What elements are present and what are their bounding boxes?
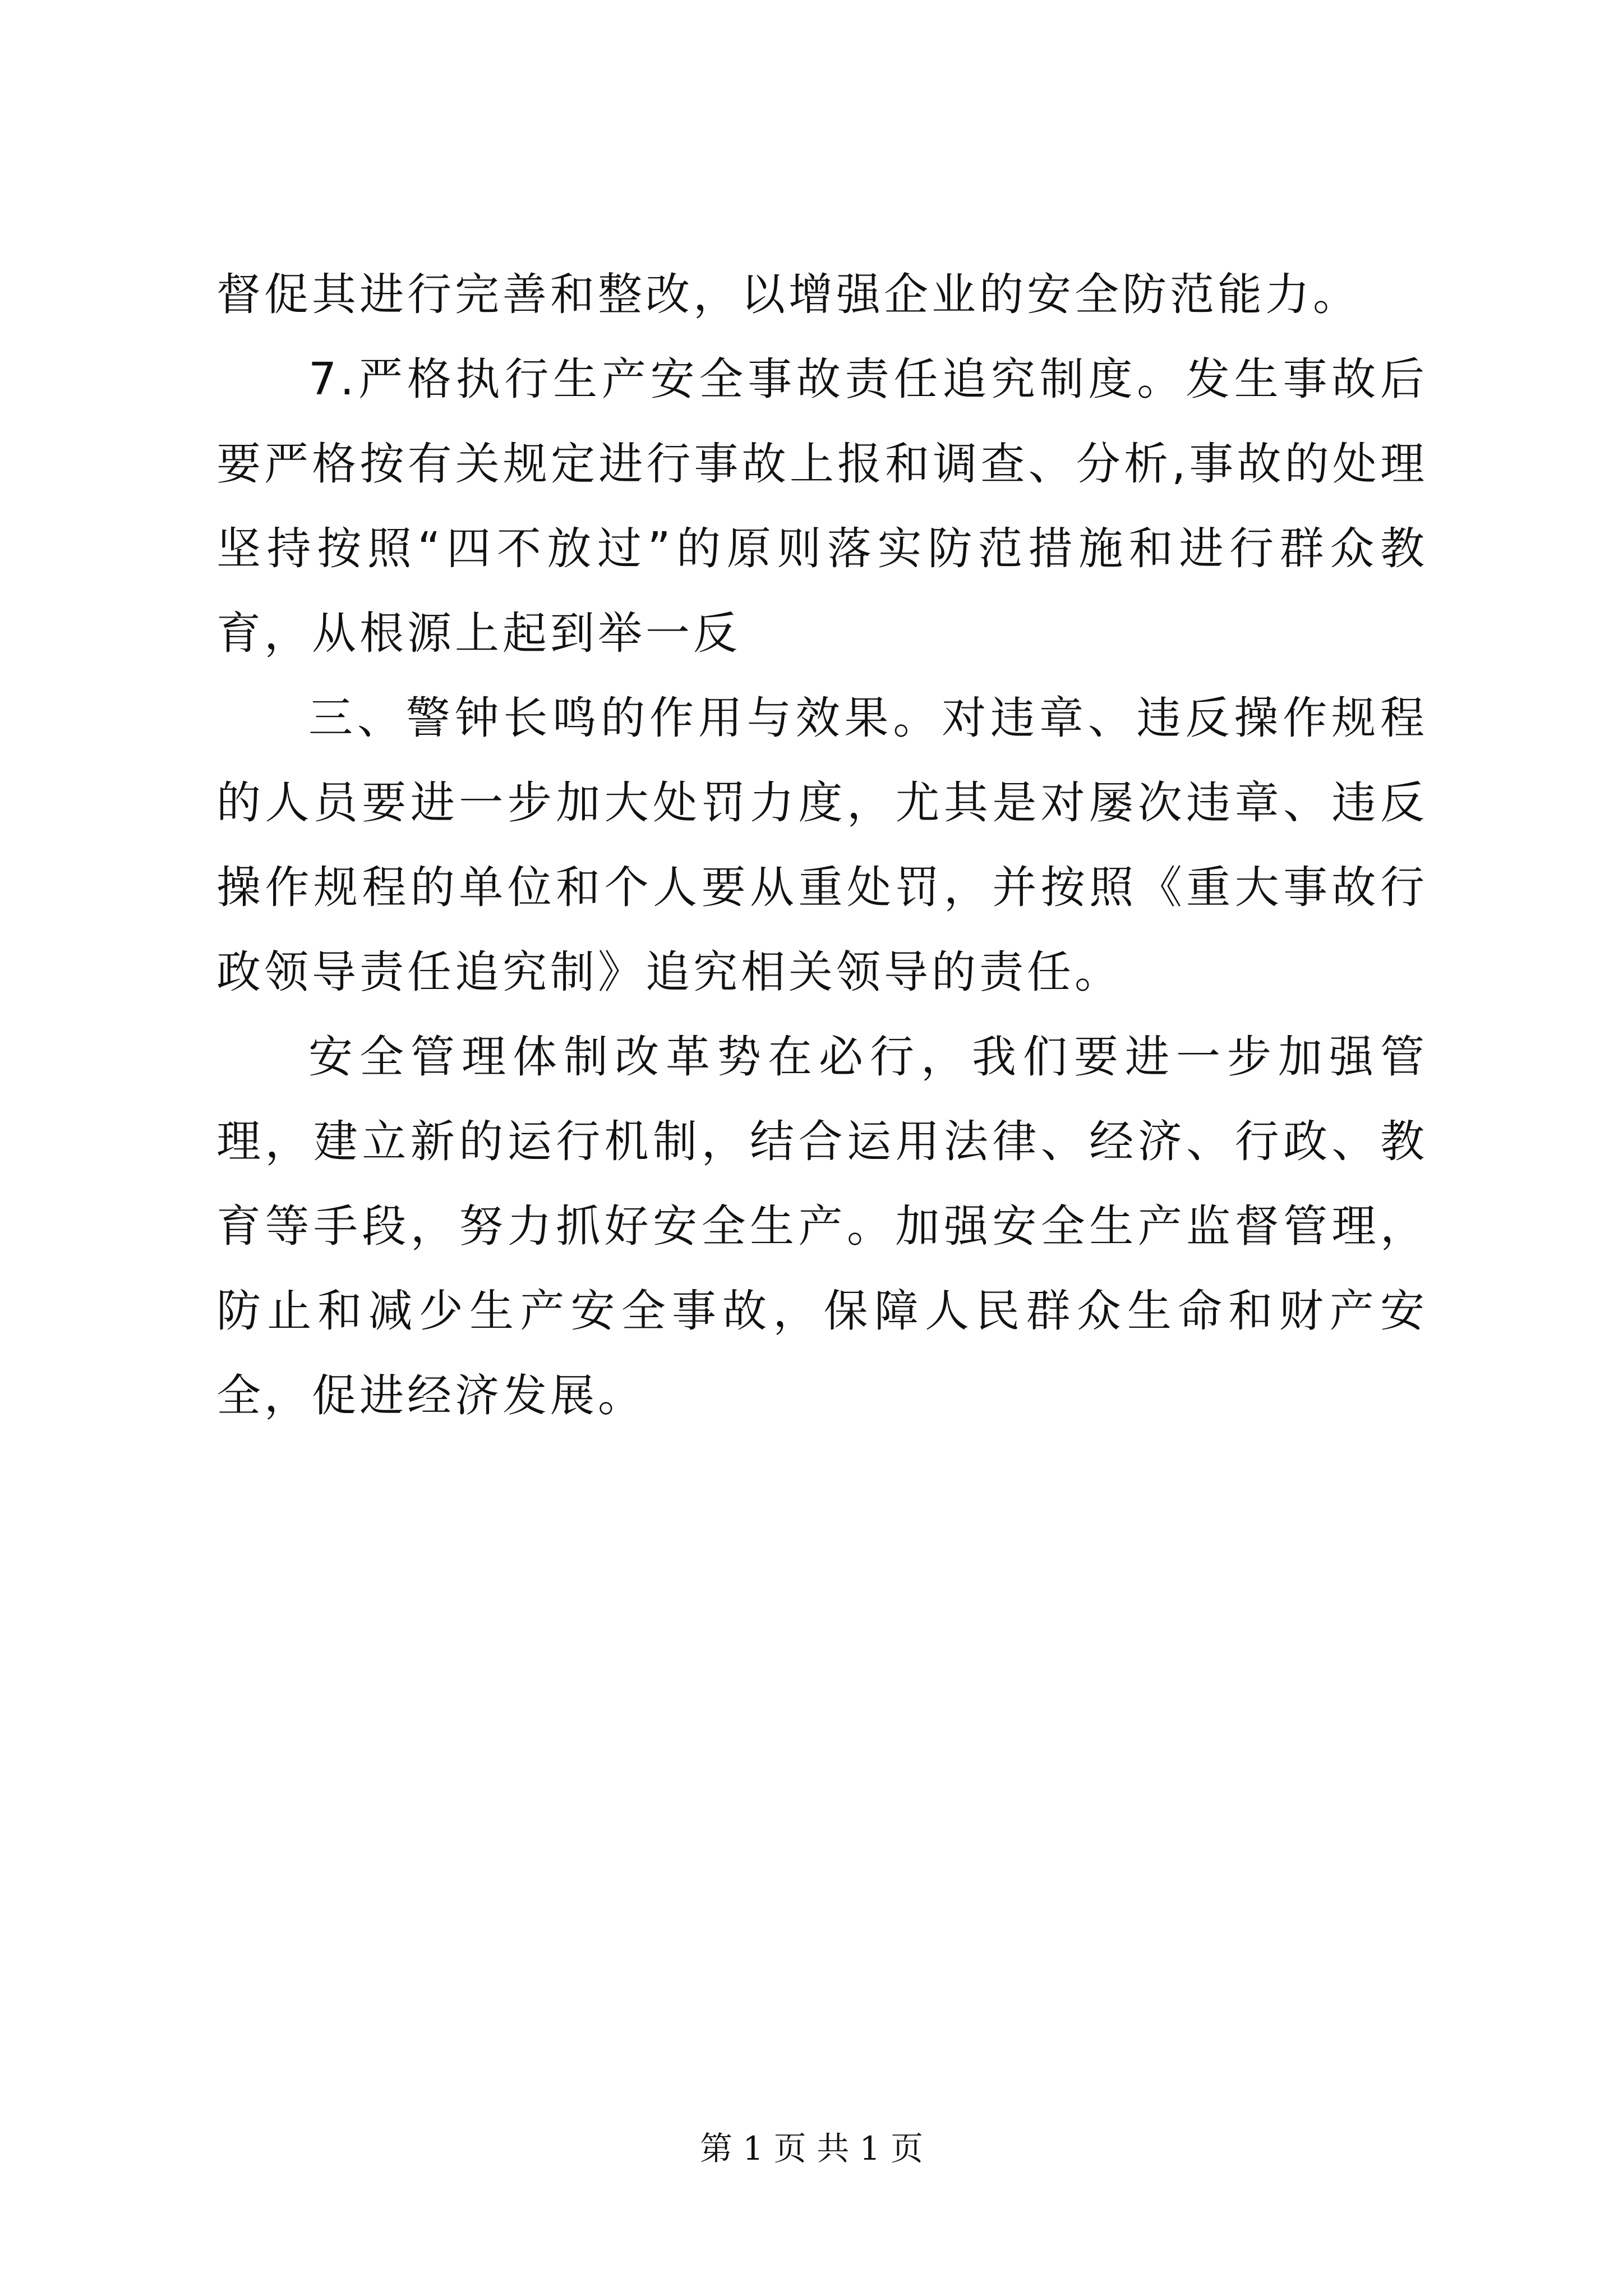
page-footer — [0, 2126, 1623, 2171]
paragraph-conclusion: 安全管理体制改革势在必行，我们要进一步加强管理，建立新的运行机制，结合运用法律、经济、行政、教育等手段，努力抓好安全生产。加强安全生产监督管理，防止和减少生产安全事故，保障人民群众生命和财产安全，促进经济发展。 — [216, 1031, 1428, 1421]
paragraph-section-3: 三、警钟长鸣的作用与效果。对违章、违反操作规程的人员要进一步加大处罚力度，尤其是对屡次违章、违反操作规程的单位和个人要从重处罚，并按照《重大事故行政领导责任追究制》追究相关领导的责任。 — [216, 692, 1428, 998]
paragraph-continuation: 督促其进行完善和整改，以增强企业的安全防范能力。 — [216, 269, 1361, 320]
paragraph-item-7: 7.严格执行生产安全事故责任追究制度。发生事故后要严格按有关规定进行事故上报和调查、分析,事故的处理坚持按照“四不放过”的原则落实防范措施和进行群众教育，从根源上起到举一反 — [216, 353, 1428, 659]
page-number-label: 第 1 页 共 1 页 — [700, 2129, 923, 2168]
document-body — [216, 252, 1428, 1438]
